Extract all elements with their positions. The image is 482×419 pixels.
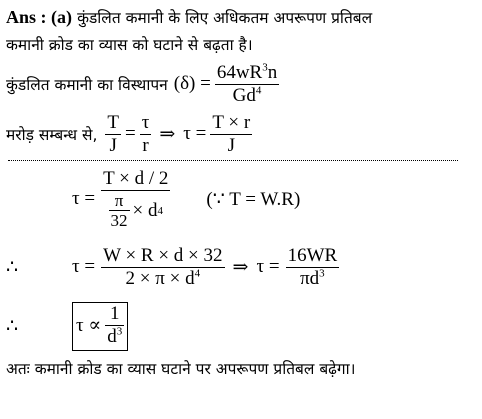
torsion-label: मरोड़ सम्बन्ध से, bbox=[6, 126, 98, 145]
deflection-symbol: (δ) = bbox=[173, 73, 211, 95]
result-fraction: $\frac{16WR}{\pi d^3}$ bbox=[287, 245, 338, 289]
implies-arrow: ⇒ bbox=[159, 123, 176, 145]
substituted-equation: ∴ τ = $\frac{W \times R \times d \times 32}{2 \times \pi \times d^4}$ ⇒ τ = $\frac{16WR}{\pi d^3}$ bbox=[6, 245, 338, 289]
torsion-equation: मरोड़ सम्बन्ध से, $\frac{T}{J}$ = $\frac{\tau}{r}$ ⇒ τ = $\frac{T \times r}{J}$ bbox=[6, 112, 251, 156]
deflection-denominator: Gd$^4$ bbox=[232, 84, 262, 106]
answer-line-1: कुंडलित कमानी के लिए अधिकतम अपरूपण प्रतिबल bbox=[77, 9, 373, 27]
answer-heading bbox=[6, 6, 372, 28]
tau-over-r: $\frac{\tau}{r}$ bbox=[141, 112, 150, 156]
shear-stress-equation: τ = T × d / 2 $\frac{\pi}{32}$ × d 4 (∵ T = W.R) bbox=[72, 168, 301, 231]
deflection-numerator: $64wR^3n$ bbox=[216, 61, 278, 83]
since-note: (∵ T = W.R) bbox=[206, 188, 301, 210]
substituted-fraction: $\frac{W \times R \times d \times 32}{2 \times \pi \times d^4}$ bbox=[103, 245, 223, 289]
deflection-equation bbox=[6, 62, 279, 107]
proportionality-result: ∴ τ ∝ $\frac{1}{d^3}$ bbox=[6, 302, 128, 351]
boxed-result: τ ∝ $\frac{1}{d^3}$ bbox=[72, 302, 128, 351]
conclusion-text: अतः कमानी क्रोड का व्यास घटाने पर अपरूपण प्रतिबल बढ़ेगा। bbox=[6, 360, 356, 378]
implies-arrow-2: ⇒ bbox=[232, 256, 249, 278]
answer-line-2: कमानी क्रोड का व्यास को घटाने से बढ़ता है। bbox=[6, 36, 253, 54]
answer-label: Ans : (a) bbox=[6, 7, 72, 27]
deflection-label: कुंडलित कमानी का विस्थापन bbox=[6, 76, 168, 95]
t-over-j: $\frac{T}{J}$ bbox=[107, 112, 119, 156]
shear-stress-fraction: T × d / 2 $\frac{\pi}{32}$ × d 4 bbox=[103, 168, 169, 231]
deflection-fraction bbox=[215, 62, 279, 107]
tr-over-j: $\frac{T \times r}{J}$ bbox=[212, 112, 251, 156]
section-divider bbox=[8, 160, 458, 161]
therefore-symbol: ∴ bbox=[6, 256, 19, 278]
